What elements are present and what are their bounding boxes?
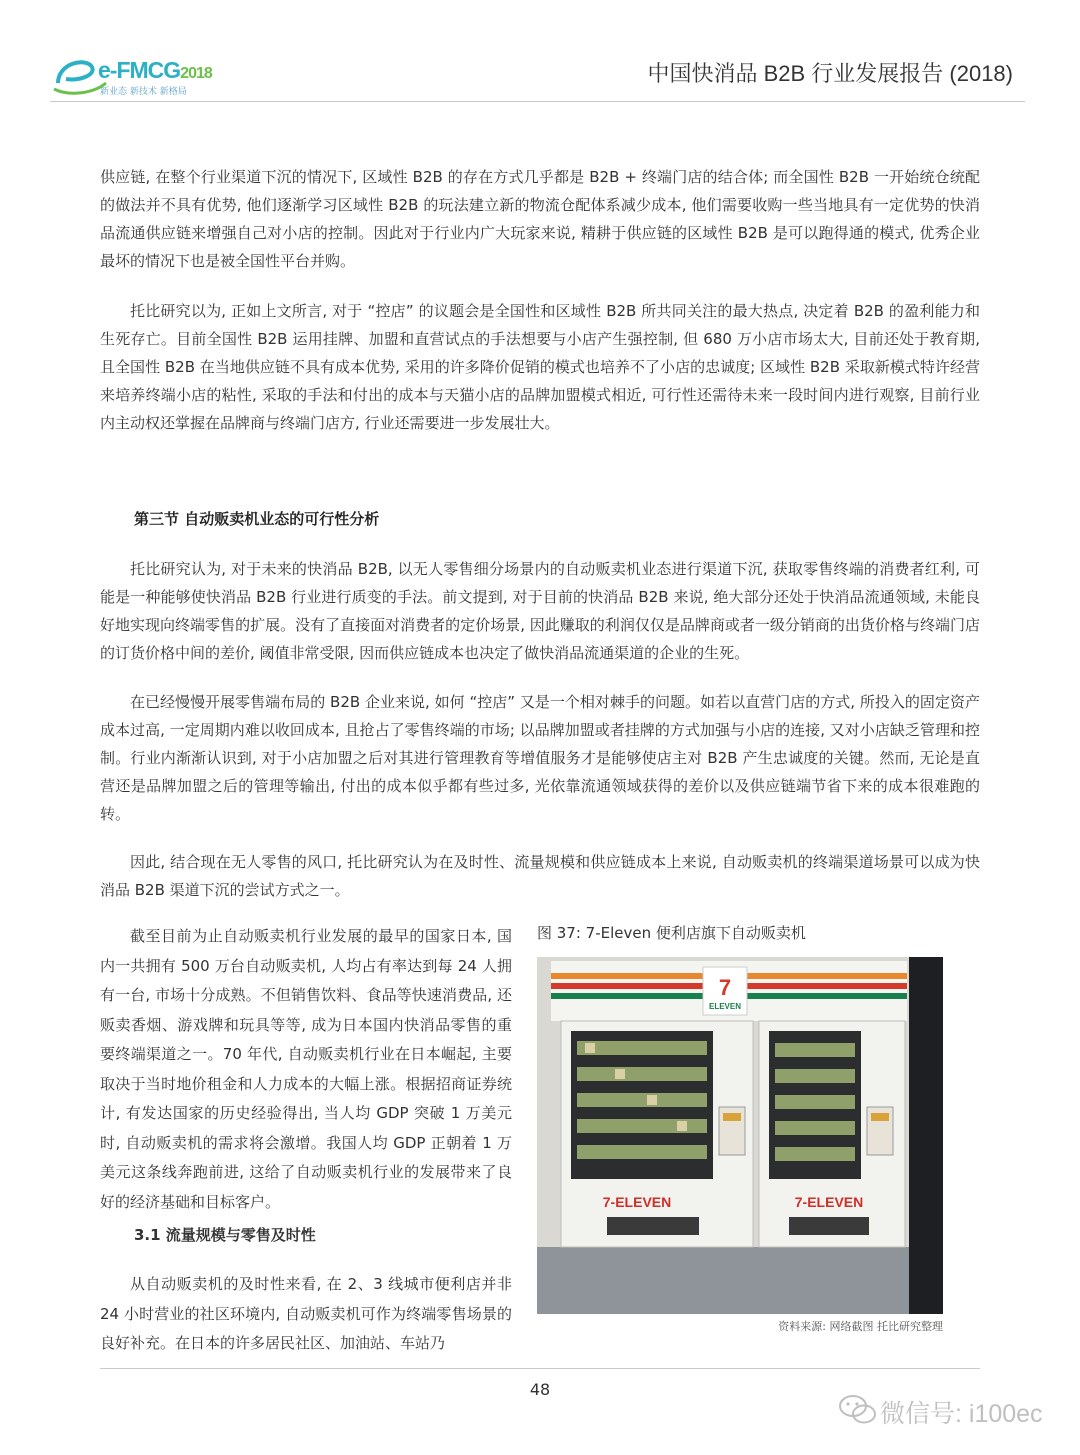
right-panel-logo: 7-ELEVEN <box>794 1194 864 1210</box>
page-header <box>50 45 1025 102</box>
paragraph-timeliness: 从自动贩卖机的及时性来看, 在 2、3 线城市便利店并非 24 小时营业的社区环境内, 自动贩卖机可作为终端零售场景的良好补充。在日本的许多居民社区、加油站、车站乃 <box>100 1275 512 1352</box>
efmcg-logo <box>50 49 220 99</box>
report-title: 中国快消品 B2B 行业发展报告 (2018) <box>647 61 1013 86</box>
wechat-watermark <box>838 1392 1053 1432</box>
logo-text: e-FMCG2018 <box>98 57 212 83</box>
page-number: 48 <box>529 1380 551 1399</box>
logo-tagline: 新业态 新技术 新格局 <box>100 87 187 97</box>
paragraph-japan-vending: 截至目前为止自动贩卖机行业发展的最早的国家日本, 国内一共拥有 500 万台自动贩卖机, 人均占有率达到每 24 人拥有一台, 市场十分成熟。不但销售饮料、食品等快速消费品, 还贩卖香烟、游戏牌和玩具等等, 成为日本国内快消品零售的重要终端渠道之一。70 年代, 自动贩卖机行业在日本崛起, 主要取决于当时地价租金和人力成本的大幅上涨。根据招商证券统计, 有发达国家的历史经验得出, 当人均 GDP 突破 1 万美元时, 自动贩卖机的需求将会激增。我国人均 GDP 正朝着 1 万美元这条线奔跑前进, 这给了自动贩卖机行业的发展带来了良好的经济基础和目标客户。 <box>100 927 512 1211</box>
paragraph-control-stores: 托比研究以为, 正如上文所言, 对于 “控店” 的议题会是全国性和区域性 B2B 所共同关注的最大热点, 决定着 B2B 的盈利能力和生死存亡。目前全国性 B2B 运用挂牌、加盟和直营试点的手法想要与小店产生强控制, 但 680 万小店市场太大, 目前还处于教育期, 且全国性 B2B 在当地供应链不具有成本优势, 采用的许多降价促销的模式也培养不了小店的忠诚度; 区域性 B2B 采取新模式特许经营来培养终端小店的粘性, 采取的手法和付出的成本与天猫小店的品牌加盟模式相近, 可行性还需待未来一段时间内进行观察, 目前行业内主动权还掌握在品牌商与终端门店方, 行业还需要进一步发展壮大。 <box>100 302 980 432</box>
watermark-text: 微信号: i100ec <box>880 1400 1043 1428</box>
figure-caption: 图 37: 7-Eleven 便利店旗下自动贩卖机 <box>537 924 806 942</box>
paragraph-supply-chain: 供应链, 在整个行业渠道下沉的情况下, 区域性 B2B 的存在方式几乎都是 B2B + 终端门店的结合体; 而全国性 B2B 一开始统仓统配的做法并不具有优势, 他们逐渐学习区域性 B2B 的玩法建立新的物流仓配体系减少成本, 他们需要收购一些当地具有一定优势的快消品流通供应链来增强自己对小店的控制。因此对于行业内广大玩家来说, 精耕于供应链的区域性 B2B 是可以跑得通的模式, 优秀企业最坏的情况下也是被全国性平台并购。 <box>100 168 980 270</box>
left-panel-logo: 7-ELEVEN <box>602 1194 672 1210</box>
footer-divider <box>100 1368 980 1369</box>
paragraph-conclusion: 因此, 结合现在无人零售的风口, 托比研究认为在及时性、流量规模和供应链成本上来说, 自动贩卖机的终端渠道场景可以成为快消品 B2B 渠道下沉的尝试方式之一。 <box>100 853 980 899</box>
paragraph-retail-layout: 在已经慢慢开展零售端布局的 B2B 企业来说, 如何 “控店” 又是一个相对棘手的问题。如若以直营门店的方式, 所投入的固定资产成本过高, 一定周期内难以收回成本, 且抢占了零售终端的市场; 以品牌加盟或者挂牌的方式加强与小店的连接, 又对小店缺乏管理和控制。行业内渐渐认识到, 对于小店加盟之后对其进行管理教育等增值服务才是能够使店主对 B2B 产生忠诚度的关键。然而, 无论是直营还是品牌加盟之后的管理等输出, 付出的成本似乎都有些过多, 光依靠流通领域获得的差价以及供应链端节省下来的成本很难跑的转。 <box>100 693 980 823</box>
vending-machine-photo <box>537 957 943 1314</box>
subsection-title: 3.1 流量规模与零售及时性 <box>134 1226 316 1244</box>
vending-machines-illustration <box>537 957 943 1314</box>
svg-text:7: 7 <box>718 975 732 1000</box>
sign-eleven-text: ELEVEN <box>708 1002 742 1011</box>
figure-source: 资料来源: 网络截图 托比研究整理 <box>778 1320 943 1333</box>
paragraph-vending-analysis: 托比研究认为, 对于未来的快消品 B2B, 以无人零售细分场景内的自动贩卖机业态进行渠道下沉, 获取零售终端的消费者红利, 可能是一种能够使快消品 B2B 行业进行质变的手法。前文提到, 对于目前的快消品 B2B 来说, 绝大部分还处于快消品流通领域, 未能良好地实现向终端零售的扩展。没有了直接面对消费者的定价场景, 因此赚取的利润仅仅是品牌商或者一级分销商的出货价格与终端门店的订货价格中间的差价, 阈值非常受限, 因而供应链成本也决定了做快消品流通渠道的企业的生死。 <box>100 560 980 662</box>
wechat-icon <box>838 1392 878 1428</box>
section-title: 第三节 自动贩卖机业态的可行性分析 <box>134 510 380 528</box>
